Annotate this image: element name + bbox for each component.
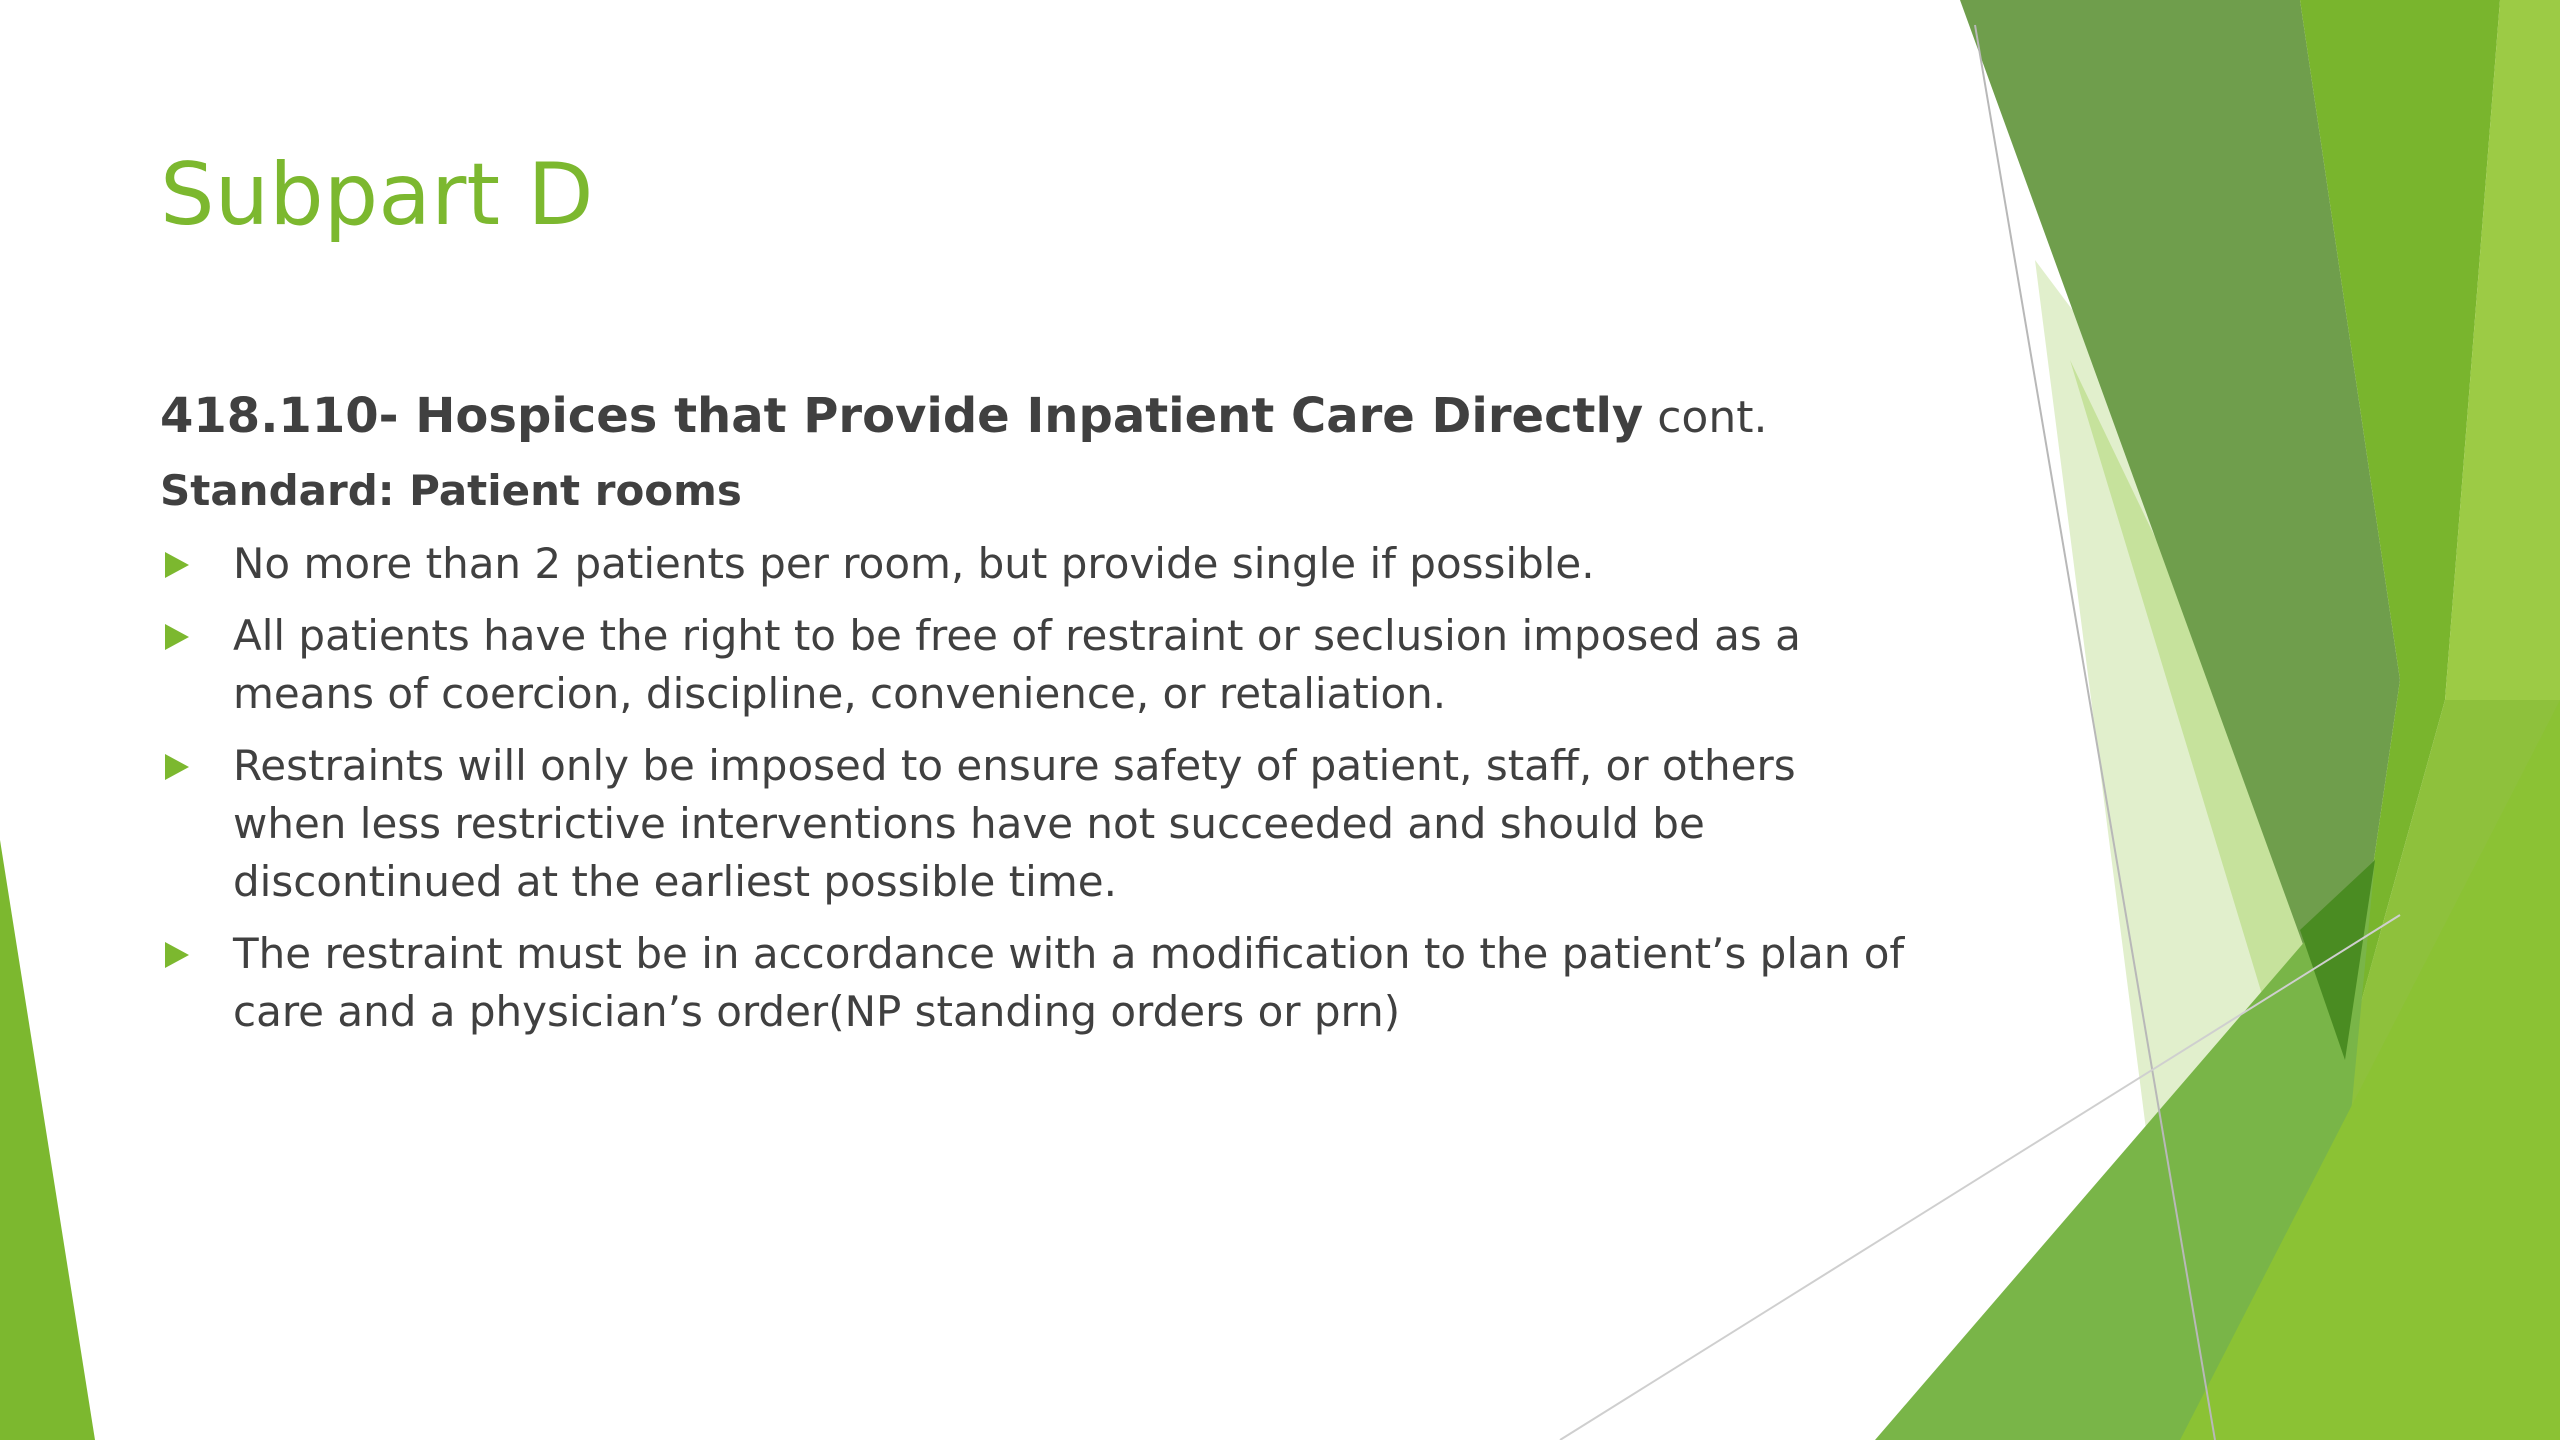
triangle-right-icon <box>165 942 189 968</box>
bullet-text: No more than 2 patients per room, but provide single if possible. <box>233 539 1595 588</box>
bullet-list <box>160 535 1920 1041</box>
left-green-shard <box>0 840 95 1440</box>
bullet-item <box>160 607 1920 723</box>
standard-subheading: Standard: Patient rooms <box>160 466 742 515</box>
triangle-right-icon <box>165 552 189 578</box>
bullet-item <box>160 925 1920 1041</box>
section-heading <box>160 385 1920 449</box>
bullet-item <box>160 737 1920 911</box>
section-heading-suffix: cont. <box>1643 392 1768 443</box>
triangle-right-icon <box>165 754 189 780</box>
triangle-right-icon <box>165 624 189 650</box>
slide-body <box>160 385 1920 1055</box>
bullet-text: All patients have the right to be free of restraint or seclusion imposed as a means of coercion, discipline, convenience, or retaliation. <box>233 611 1801 718</box>
slide-title: Subpart D <box>160 145 594 245</box>
bullet-text: The restraint must be in accordance with a modification to the patient’s plan of care and a physician’s order(NP standing orders or prn) <box>233 929 1905 1036</box>
section-heading-text: 418.110- Hospices that Provide Inpatient Care Directly <box>160 388 1644 444</box>
bullet-item <box>160 535 1920 593</box>
bullet-text: Restraints will only be imposed to ensure safety of patient, staff, or others when less restrictive interventions have not succeeded and should be discontinued at the earliest possible time. <box>233 741 1796 906</box>
